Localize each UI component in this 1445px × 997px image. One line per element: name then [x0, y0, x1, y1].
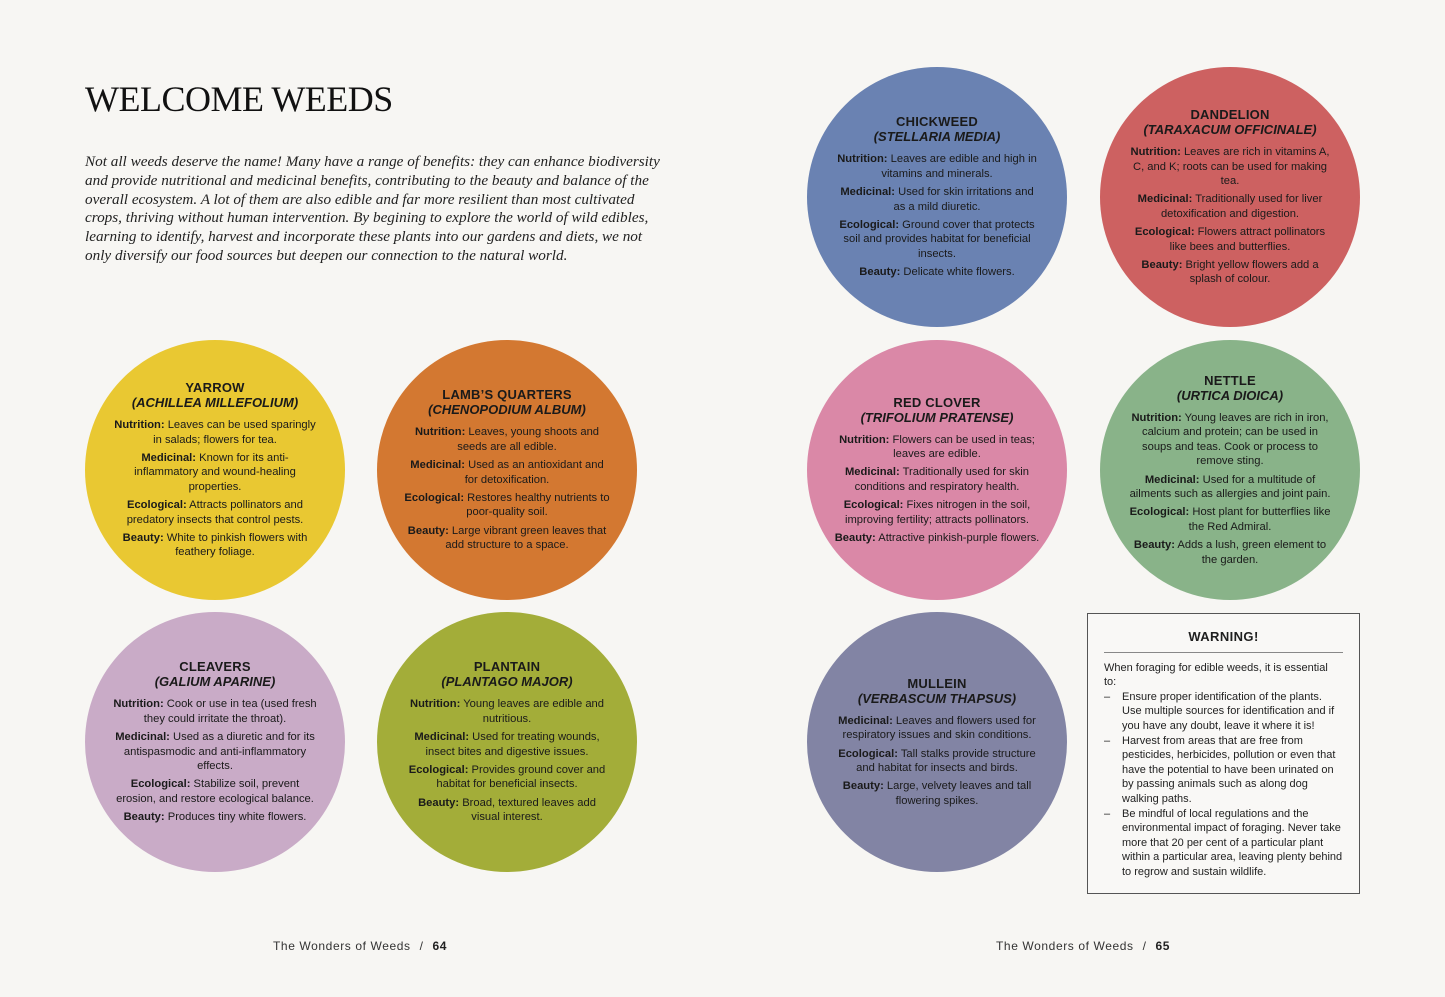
weed-fact: Ecological: Fixes nitrogen in the soil, improving fertility; attracts pollinators.: [843, 499, 1031, 526]
weed-fact: Nutrition: Leaves, young shoots and seeds are all edible.: [414, 426, 600, 453]
weed-fact: Medicinal: Used for a multitude of ailments such as allergies and joint pain.: [1129, 473, 1331, 500]
weed-fact: Nutrition: Leaves are edible and high in vitamins and minerals.: [837, 153, 1037, 180]
weed-fact: Medicinal: Traditionally used for skin conditions and respiratory health.: [844, 466, 1030, 493]
weed-name: CLEAVERS: [179, 659, 251, 675]
weed-fact: Nutrition: Leaves are rich in vitamins A, C, and K; roots can be used for making tea.: [1130, 146, 1330, 187]
footer-right: [996, 939, 1170, 953]
weed-fact: Ecological: Attracts pollinators and predatory insects that control pests.: [126, 499, 304, 526]
warning-title: WARNING!: [1104, 630, 1343, 653]
weed-name: PLANTAIN: [473, 659, 541, 675]
weed-latin-name: (URTICA DIOICA): [1176, 387, 1284, 403]
weed-fact: Medicinal: Used as a diuretic and for its antispasmodic and anti-inflammatory effects.: [115, 731, 315, 772]
footer-book-title: The Wonders of Weeds: [273, 939, 411, 953]
page-number: 65: [1155, 939, 1170, 953]
weed-name: MULLEIN: [907, 675, 967, 691]
weed-fact: Ecological: Host plant for butterflies like the Red Admiral.: [1129, 506, 1331, 533]
warning-intro: When foraging for edible weeds, it is essential to:: [1104, 661, 1328, 689]
warning-item: – Harvest from areas that are free from pesticides, herbicides, pollution or even that have the potential to have been urinated on by passing animals such as along dog walking paths.: [1104, 734, 1343, 807]
weed-name: YARROW: [185, 380, 245, 396]
weed-card-yarrow: [85, 340, 345, 600]
weed-fact: Nutrition: Cook or use in tea (used fresh they could irritate the throat).: [113, 698, 317, 725]
weed-fact: Beauty: White to pinkish flowers with feathery foliage.: [122, 532, 308, 559]
weed-card-nettle: [1100, 340, 1360, 600]
weed-latin-name: (GALIUM APARINE): [154, 674, 276, 690]
weed-latin-name: (TARAXACUM OFFICINALE): [1143, 122, 1317, 138]
weed-latin-name: (PLANTAGO MAJOR): [441, 674, 573, 690]
weed-fact: Beauty: Adds a lush, green element to the garden.: [1133, 539, 1327, 566]
weed-fact: Beauty: Produces tiny white flowers.: [123, 811, 307, 824]
weed-fact: Ecological: Restores healthy nutrients to poor-quality soil.: [404, 492, 610, 519]
weed-fact: Medicinal: Known for its anti-inflammatory and wound-healing properties.: [134, 451, 296, 493]
weed-latin-name: (CHENOPODIUM ALBUM): [428, 402, 586, 418]
weed-fact: Beauty: Broad, textured leaves add visual interest.: [418, 796, 596, 824]
weed-card-lambs-quarters: [377, 340, 637, 600]
weed-name: LAMB’S QUARTERS: [442, 387, 572, 403]
footer-book-title: The Wonders of Weeds: [996, 939, 1134, 953]
weed-latin-name: (TRIFOLIUM PRATENSE): [860, 409, 1014, 425]
weed-fact: Medicinal: Used for skin irritations and as a mild diuretic.: [840, 186, 1034, 213]
intro-paragraph: Not all weeds deserve the name! Many have a range of benefits: they can enhance biodiversity and provide nutritional and medicinal benefits, contributing to the beauty and balance of the overall ecosystem. A lot of them are also edible and far more resilient than most cultivated crops, thriving without human intervention. By begining to explore the world of wild edibles, learning to identify, harvest and incorporate these plants into our gardens and diets, we not only diversify our food sources but deepen our connection to the natural world.: [85, 153, 660, 264]
weed-latin-name: (STELLARIA MEDIA): [873, 129, 1001, 145]
weed-name: NETTLE: [1204, 372, 1256, 388]
weed-card-mullein: [807, 612, 1067, 872]
weed-fact: Beauty: Large vibrant green leaves that add structure to a space.: [407, 524, 607, 552]
warning-item: – Ensure proper identification of the plants. Use multiple sources for identification and if you have any doubt, leave it where it is!: [1104, 690, 1343, 734]
warning-box: [1087, 613, 1360, 894]
page-title: WELCOME WEEDS: [85, 79, 393, 119]
footer-separator: /: [419, 939, 424, 953]
weed-fact: Ecological: Tall stalks provide structure and habitat for insects and birds.: [838, 747, 1036, 774]
weed-latin-name: (ACHILLEA MILLEFOLIUM): [131, 395, 299, 411]
weed-latin-name: (VERBASCUM THAPSUS): [857, 690, 1017, 706]
weed-fact: Medicinal: Used for treating wounds, insect bites and digestive issues.: [414, 731, 600, 758]
weed-fact: Nutrition: Young leaves are edible and nutritious.: [409, 698, 605, 725]
weed-fact: Medicinal: Traditionally used for liver detoxification and digestion.: [1137, 193, 1323, 220]
weed-card-dandelion: [1100, 67, 1360, 327]
footer-left: [273, 939, 447, 953]
weed-name: RED CLOVER: [893, 394, 981, 410]
weed-fact: Ecological: Ground cover that protects soil and provides habitat for beneficial insects.: [839, 219, 1035, 260]
weed-card-red-clover: [807, 340, 1067, 600]
footer-separator: /: [1142, 939, 1147, 953]
weed-card-plantain: [377, 612, 637, 872]
warning-item: – Be mindful of local regulations and the environmental impact of foraging. Never take more that 20 per cent of a particular plant within a particular area, leaving plenty behind to regrow and sustain wildlife.: [1104, 807, 1343, 880]
weed-fact: Ecological: Stabilize soil, prevent erosion, and restore ecological balance.: [116, 778, 314, 805]
warning-list: [1104, 690, 1343, 880]
weed-fact: Medicinal: Used as an antioxidant and for detoxification.: [410, 459, 604, 486]
weed-name: CHICKWEED: [896, 114, 978, 130]
weed-card-chickweed: [807, 67, 1067, 327]
weed-fact: Beauty: Delicate white flowers.: [859, 266, 1015, 279]
weed-fact: Ecological: Flowers attract pollinators like bees and butterflies.: [1134, 226, 1326, 253]
weed-fact: Medicinal: Leaves and flowers used for respiratory issues and skin conditions.: [838, 714, 1036, 742]
weed-card-cleavers: [85, 612, 345, 872]
weed-fact: Ecological: Provides ground cover and habitat for beneficial insects.: [408, 764, 606, 791]
weed-fact: Beauty: Bright yellow flowers add a splash of colour.: [1141, 259, 1319, 286]
weed-fact: Nutrition: Leaves can be used sparingly in salads; flowers for tea.: [114, 419, 316, 446]
page-number: 64: [432, 939, 447, 953]
weed-fact: Beauty: Large, velvety leaves and tall flowering spikes.: [842, 780, 1032, 807]
weed-fact: Nutrition: Flowers can be used in teas; leaves are edible.: [839, 433, 1035, 460]
weed-fact: Nutrition: Young leaves are rich in iron, calcium and protein; can be used in soups and teas. Cook or process to remove sting.: [1131, 411, 1329, 468]
weed-name: DANDELION: [1190, 107, 1270, 123]
weed-fact: Beauty: Attractive pinkish-purple flowers.: [834, 532, 1040, 545]
